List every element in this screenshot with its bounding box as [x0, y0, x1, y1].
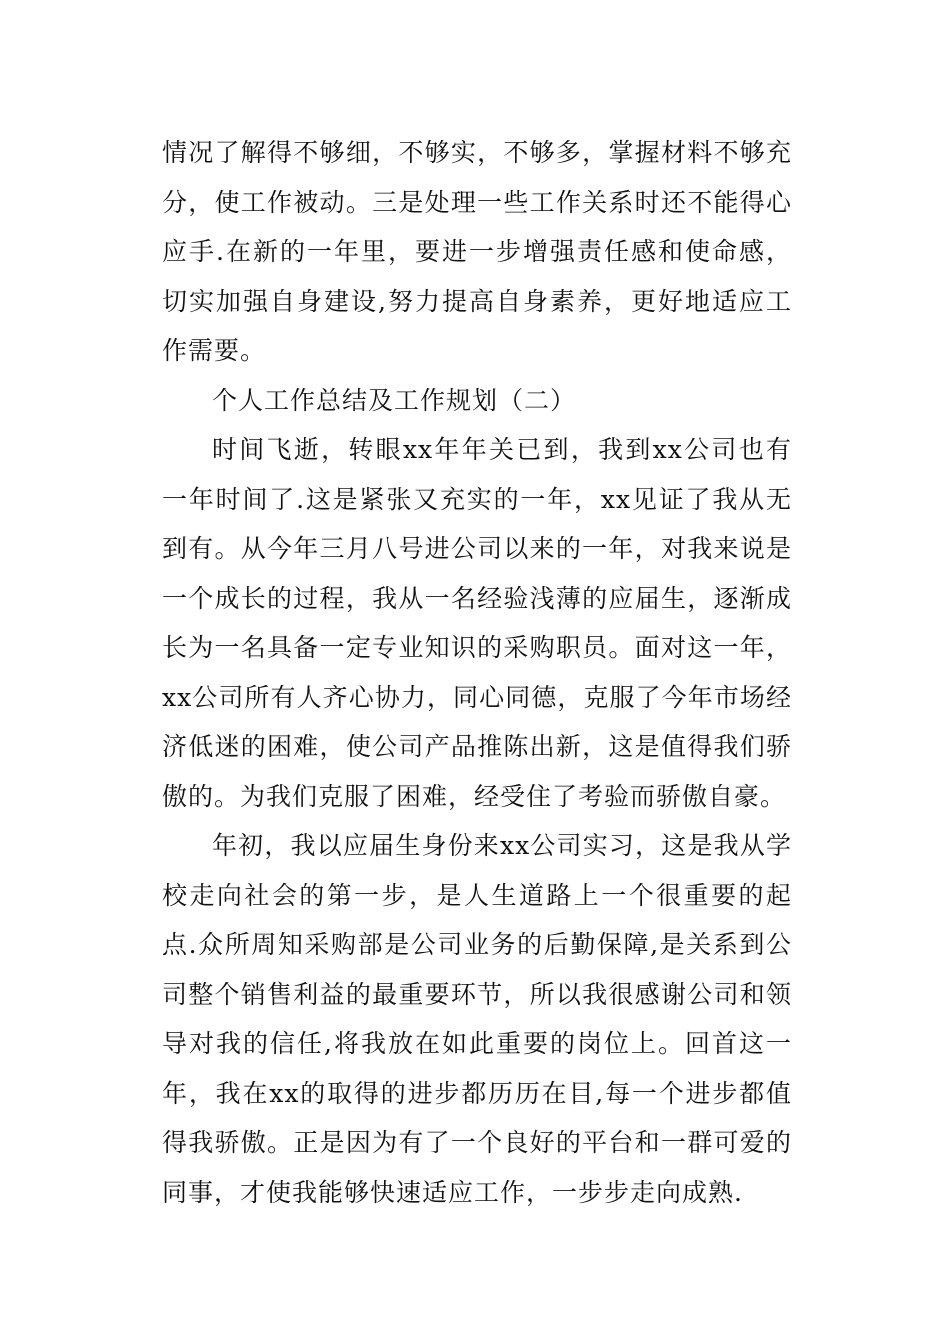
paragraph-beginning-of-year: 年初，我以应届生身份来xx公司实习，这是我从学校走向社会的第一步，是人生道路上一个很重要的起点.众所周知采购部是公司业务的后勤保障,是关系到公司整个销售利益的最重要环节，所以我很感谢公司和领导对我的信任,将我放在如此重要的岗位上。回首这一年，我在xx的取得的进步都历历在目,每一个进步都值得我骄傲。正是因为有了一个良好的平台和一群可爱的同事，才使我能够快速适应工作，一步步走向成熟. — [162, 831, 792, 1207]
section-heading: 个人工作总结及工作规划（二） — [212, 385, 577, 415]
paragraph-continued: 情况了解得不够细，不够实，不够多，掌握材料不够充分，使工作被动。三是处理一些工作关系时还不能得心应手.在新的一年里，要进一步增强责任感和使命感，切实加强自身建设,努力提高自身素养，更好地适应工作需要。 — [162, 138, 792, 365]
document-body — [162, 128, 792, 1217]
paragraph-intro: 时间飞逝，转眼xx年年关已到，我到xx公司也有一年时间了.这是紧张又充实的一年，xx见证了我从无到有。从今年三月八号进公司以来的一年，对我来说是一个成长的过程，我从一名经验浅薄的应届生，逐渐成长为一名具备一定专业知识的采购职员。面对这一年，xx公司所有人齐心协力，同心同德，克服了今年市场经济低迷的困难，使公司产品推陈出新，这是值得我们骄傲的。为我们克服了困难，经受住了考验而骄傲自豪。 — [162, 435, 792, 811]
